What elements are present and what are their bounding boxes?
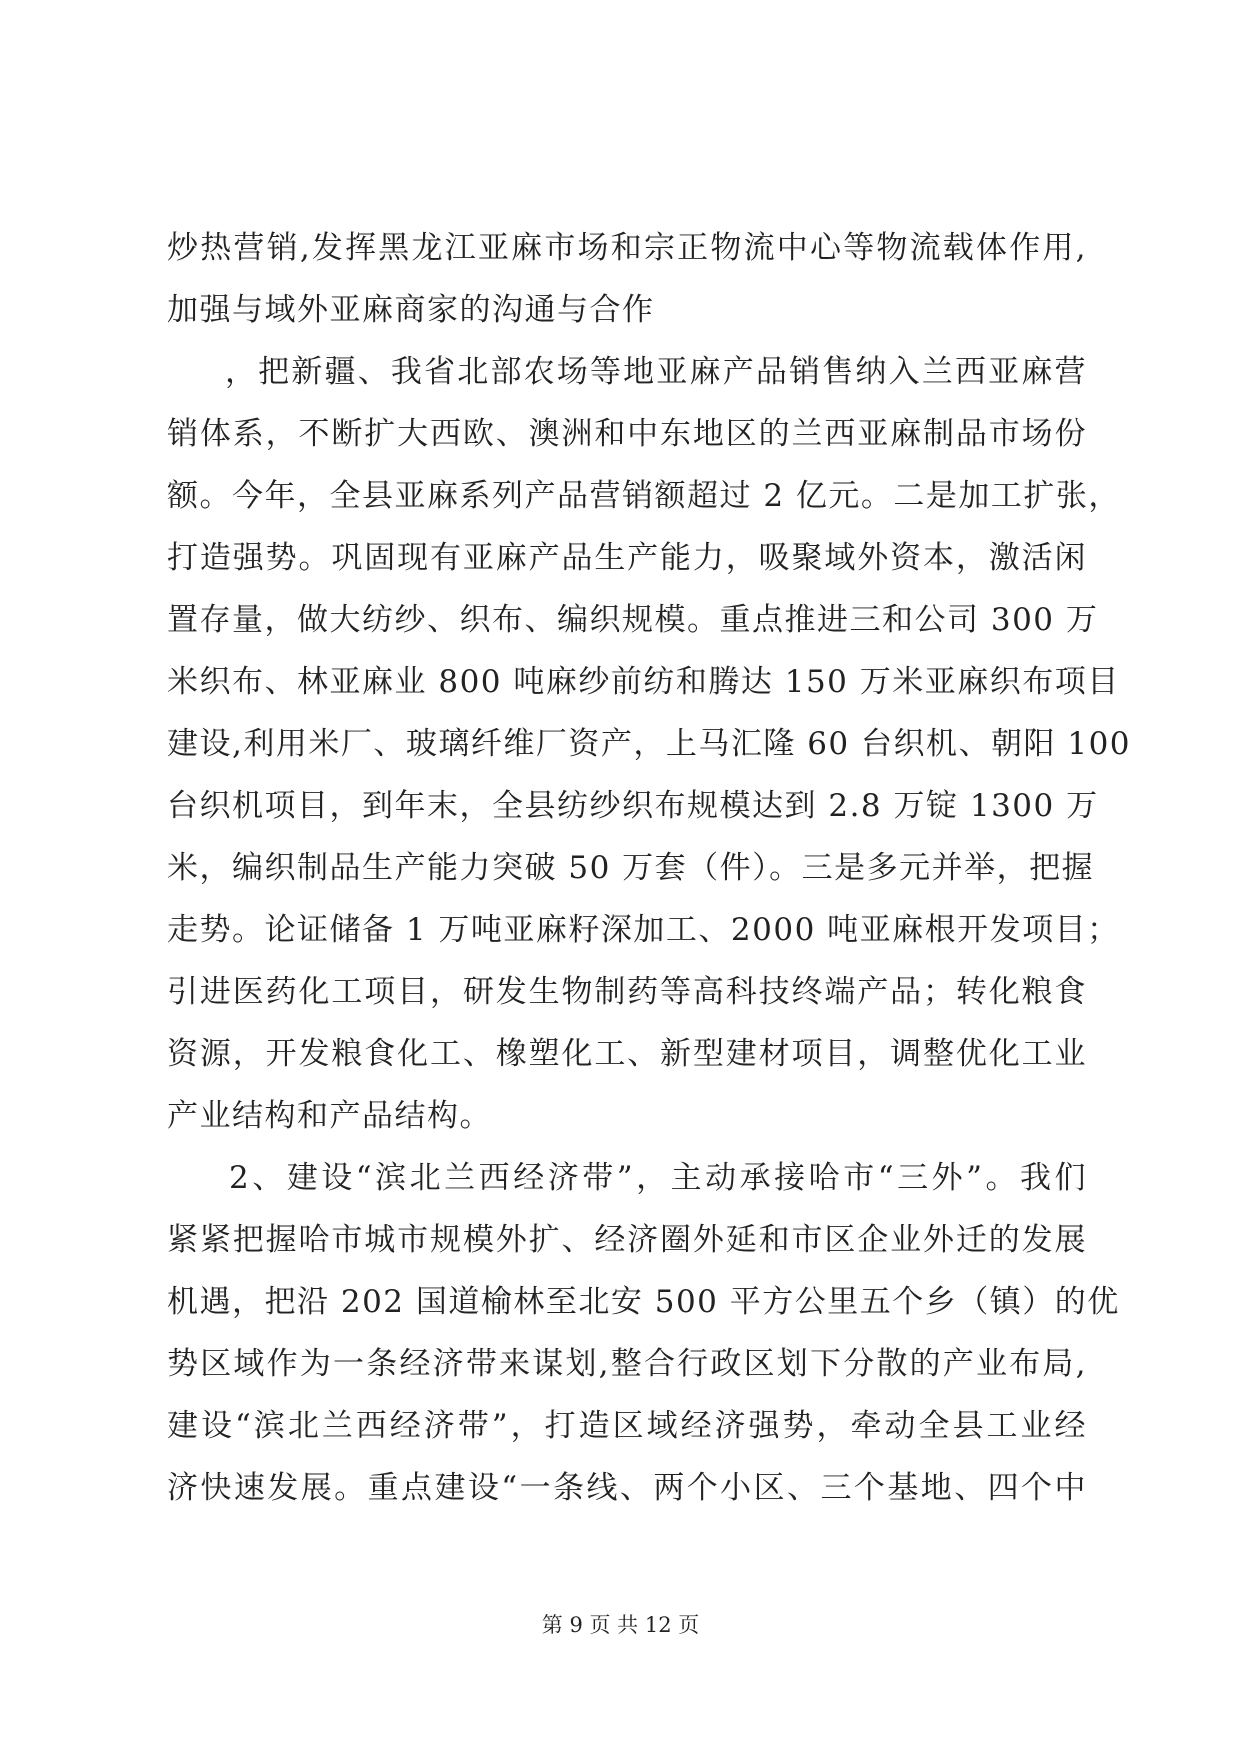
text-line-21: 济快速发展。重点建设“一条线、两个小区、三个基地、四个中 [167,1470,1087,1506]
text-line-8: 米织布、林亚麻业 800 吨麻纱前纺和腾达 150 万米亚麻织布项目 [167,664,1120,700]
text-line-10: 台织机项目，到年末，全县纺纱织布规模达到 2.8 万锭 1300 万 [167,788,1099,824]
text-line-15: 产业结构和产品结构。 [167,1098,492,1134]
text-line-5: 额。今年，全县亚麻系列产品营销额超过 2 亿元。二是加工扩张， [167,478,1121,514]
text-line-9: 建设,利用米厂、玻璃纤维厂资产，上马汇隆 60 台织机、朝阳 100 [167,726,1132,762]
text-line-2: 加强与域外亚麻商家的沟通与合作 [167,292,655,328]
text-line-13: 引进医药化工项目，研发生物制药等高科技终端产品；转化粮食 [167,974,1087,1010]
text-line-18: 机遇，把沿 202 国道榆林至北安 500 平方公里五个乡（镇）的优 [167,1284,1120,1320]
text-line-16: 2、建设“滨北兰西经济带”，主动承接哈市“三外”。我们 [229,1160,1087,1196]
text-line-3: ，把新疆、我省北部农场等地亚麻产品销售纳入兰西亚麻营 [225,354,1087,390]
text-line-12: 走势。论证储备 1 万吨亚麻籽深加工、2000 吨亚麻根开发项目； [167,912,1120,948]
text-line-19: 势区域作为一条经济带来谋划,整合行政区划下分散的产业布局, [167,1346,1087,1382]
text-line-17: 紧紧把握哈市城市规模外扩、经济圈外延和市区企业外迁的发展 [167,1222,1087,1258]
text-line-20: 建设“滨北兰西经济带”，打造区域经济强势，牵动全县工业经 [167,1408,1087,1444]
text-line-4: 销体系，不断扩大西欧、澳洲和中东地区的兰西亚麻制品市场份 [167,416,1087,452]
text-line-1: 炒热营销,发挥黑龙江亚麻市场和宗正物流中心等物流载体作用, [167,230,1087,266]
text-line-6: 打造强势。巩固现有亚麻产品生产能力，吸聚域外资本，激活闲 [167,540,1087,576]
text-line-14: 资源，开发粮食化工、橡塑化工、新型建材项目，调整优化工业 [167,1036,1087,1072]
page-footer: 第 9 页 共 12 页 [541,1613,700,1637]
text-line-7: 置存量，做大纺纱、织布、编织规模。重点推进三和公司 300 万 [167,602,1099,638]
text-line-11: 米，编织制品生产能力突破 50 万套（件）。三是多元并举，把握 [167,850,1095,886]
